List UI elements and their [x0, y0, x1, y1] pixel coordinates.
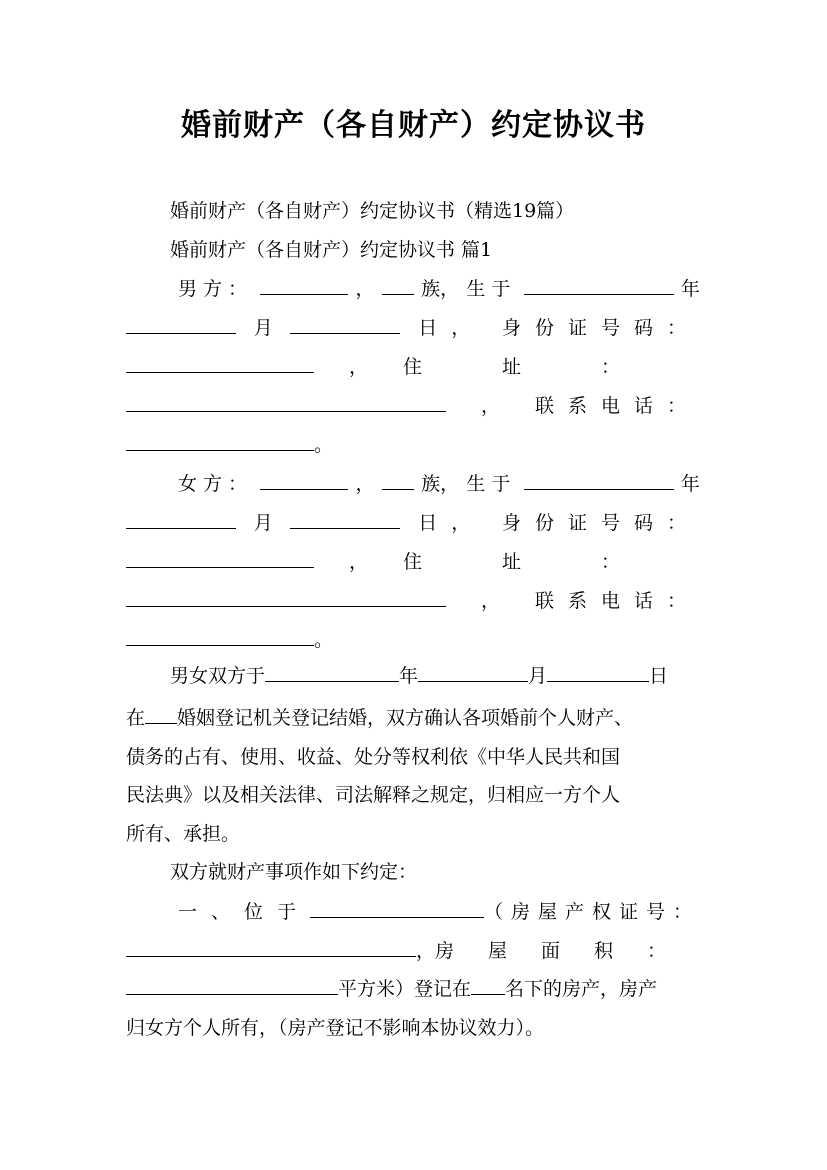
male-name-blank[interactable] — [260, 274, 348, 295]
female-birth-month-blank[interactable] — [126, 508, 236, 529]
male-birth-day-blank[interactable] — [290, 313, 400, 334]
female-id-blank[interactable] — [126, 547, 314, 568]
property-owner-blank[interactable] — [471, 974, 505, 995]
female-line-3: ， 住址： — [126, 547, 700, 577]
para1-line-1: 男女双方于 年 月 日 — [170, 661, 700, 691]
male-line-3: ， 住址： — [126, 352, 700, 382]
marriage-day-blank[interactable] — [547, 661, 649, 682]
property-cert-blank[interactable] — [126, 936, 416, 957]
section-heading: 婚前财产（各自财产）约定协议书 篇1 — [170, 239, 493, 261]
para2: 双方就财产事项作如下约定： — [170, 861, 418, 883]
female-line-5: 。 — [126, 625, 700, 655]
para1-line-5: 所有、承担。 — [126, 823, 241, 845]
male-line-5: 。 — [126, 430, 700, 460]
female-birth-day-blank[interactable] — [290, 508, 400, 529]
para1-line-3: 债务的占有、使用、收益、处分等权利依《中华人民共和国 — [126, 746, 621, 768]
property-location-blank[interactable] — [310, 897, 484, 918]
male-line-1: 男方： ， 族， 生于 年 — [178, 274, 700, 304]
female-line-4: ， 联系电话： — [126, 586, 700, 616]
item1-line-3: 平方米）登记在 名下的房产，房产 — [126, 974, 700, 1004]
female-line-2: 月 日， 身份证号码： — [126, 508, 700, 538]
male-address-blank[interactable] — [126, 391, 446, 412]
female-phone-blank[interactable] — [126, 625, 314, 646]
item1-line-2: ， 房屋面积： — [126, 936, 700, 966]
male-line-4: ， 联系电话： — [126, 391, 700, 421]
marriage-month-blank[interactable] — [418, 661, 528, 682]
subtitle: 婚前财产（各自财产）约定协议书（精选19篇） — [170, 200, 575, 222]
male-ethnicity-blank[interactable] — [382, 274, 414, 295]
male-line-2: 月 日， 身份证号码： — [126, 313, 700, 343]
male-birth-year-blank[interactable] — [524, 274, 674, 295]
male-birth-month-blank[interactable] — [126, 313, 236, 334]
female-name-blank[interactable] — [260, 469, 348, 490]
item1-line-4: 归女方个人所有，（房产登记不影响本协议效力）。 — [126, 1017, 545, 1039]
property-area-blank[interactable] — [126, 974, 338, 995]
para1-line-4: 民法典》以及相关法律、司法解释之规定，归相应一方个人 — [126, 784, 621, 806]
registry-blank[interactable] — [145, 703, 177, 724]
male-id-blank[interactable] — [126, 352, 314, 373]
male-phone-blank[interactable] — [126, 430, 314, 451]
female-address-blank[interactable] — [126, 586, 446, 607]
female-line-1: 女方： ， 族， 生于 年 — [178, 469, 700, 499]
document-title: 婚前财产（各自财产）约定协议书 — [181, 108, 646, 143]
para1-line-2: 在 婚姻登记机关登记结婚，双方确认各项婚前个人财产、 — [126, 703, 700, 733]
marriage-year-blank[interactable] — [265, 661, 399, 682]
item1-line-1: 一、 位于 （房屋产权证号： — [178, 897, 700, 927]
female-birth-year-blank[interactable] — [524, 469, 674, 490]
female-ethnicity-blank[interactable] — [382, 469, 414, 490]
